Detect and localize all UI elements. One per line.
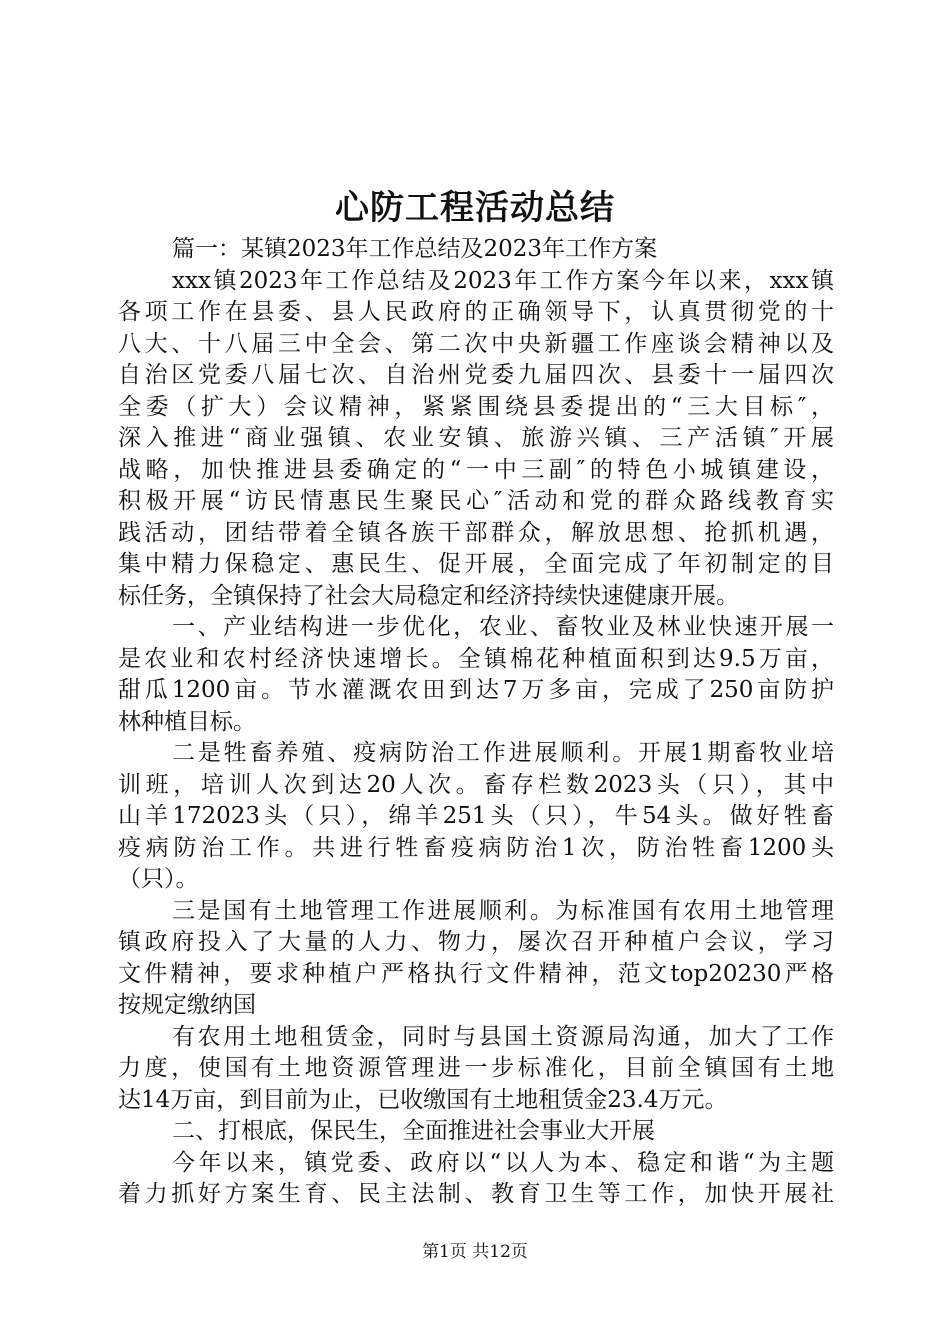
text-line: 积极开展“访民情惠民生聚民心″活动和党的群众路线教育实 bbox=[118, 488, 834, 514]
text-line: 战略，加快推进县委确定的“一中三副″的特色小城镇建设， bbox=[118, 456, 834, 483]
text-line: 全委（扩大）会议精神，紧紧围绕县委提出的“三大目标″， bbox=[118, 393, 834, 420]
text-line: 镇政府投入了大量的人力、物力，屡次召开种植户会议，学习 bbox=[118, 929, 834, 955]
text-line: 甜瓜1200亩。节水灌溉农田到达7万多亩，完成了250亩防护 bbox=[118, 677, 834, 703]
text-line: 林种植目标。 bbox=[118, 708, 256, 735]
text-line: 按规定缴纳国 bbox=[118, 992, 256, 1018]
text-line: 着力抓好方案生育、民主法制、教育卫生等工作，加快开展社 bbox=[118, 1181, 834, 1207]
text-line: 篇一：某镇2023年工作总结及2023年工作方案 bbox=[172, 236, 658, 262]
text-line: 是农业和农村经济快速增长。全镇棉花种植面积到达9.5万亩， bbox=[118, 645, 834, 672]
text-line: 集中精力保稳定、惠民生、促开展，全面完成了年初制定的目 bbox=[118, 551, 834, 577]
text-line: 各项工作在县委、县人民政府的正确领导下，认真贯彻党的十 bbox=[118, 299, 834, 325]
text-line: 山羊172023头（只），绵羊251头（只），牛54头。做好牲畜 bbox=[118, 803, 834, 829]
text-line: 文件精神，要求种植户严格执行文件精神，范文top20230严格 bbox=[118, 960, 834, 987]
text-line: 达14万亩，到目前为止，已收缴国有土地租赁金23.4万元。 bbox=[118, 1086, 728, 1113]
text-line: 有农用土地租赁金，同时与县国土资源局沟通，加大了工作 bbox=[172, 1023, 834, 1050]
page-footer: 第1页 共12页 bbox=[422, 1242, 528, 1262]
document-body bbox=[118, 234, 834, 1211]
document-title: 心防工程活动总结 bbox=[335, 188, 615, 228]
text-line: 自治区党委八届七次、自治州党委九届四次、县委十一届四次 bbox=[118, 362, 834, 388]
text-line: 力度，使国有土地资源管理进一步标准化，目前全镇国有土地 bbox=[118, 1055, 834, 1081]
text-line: 二是牲畜养殖、疫病防治工作进展顺利。开展1期畜牧业培 bbox=[172, 740, 834, 766]
text-line: 深入推进“商业强镇、农业安镇、旅游兴镇、三产活镇″开展 bbox=[118, 425, 834, 451]
text-line: （只）。 bbox=[118, 866, 199, 892]
text-line: 今年以来，镇党委、政府以“以人为本、稳定和谐“为主题 bbox=[172, 1149, 834, 1176]
text-line: 践活动，团结带着全镇各族干部群众，解放思想、抢抓机遇， bbox=[118, 519, 834, 546]
text-line: 八大、十八届三中全会、第二次中央新疆工作座谈会精神以及 bbox=[118, 330, 834, 357]
text-line: 训班，培训人次到达20人次。畜存栏数2023头（只），其中 bbox=[118, 771, 834, 798]
text-line: 一、产业结构进一步优化，农业、畜牧业及林业快速开展一 bbox=[172, 614, 834, 640]
text-line: 疫病防治工作。共进行牲畜疫病防治1次，防治牲畜1200头 bbox=[118, 834, 834, 861]
text-line: 标任务，全镇保持了社会大局稳定和经济持续快速健康开展。 bbox=[118, 582, 739, 609]
text-line: xxx镇2023年工作总结及2023年工作方案今年以来，xxx镇 bbox=[172, 267, 834, 294]
text-line: 二、打根底，保民生，全面推进社会事业大开展 bbox=[172, 1118, 655, 1144]
text-line: 三是国有土地管理工作进展顺利。为标准国有农用土地管理 bbox=[172, 897, 834, 924]
